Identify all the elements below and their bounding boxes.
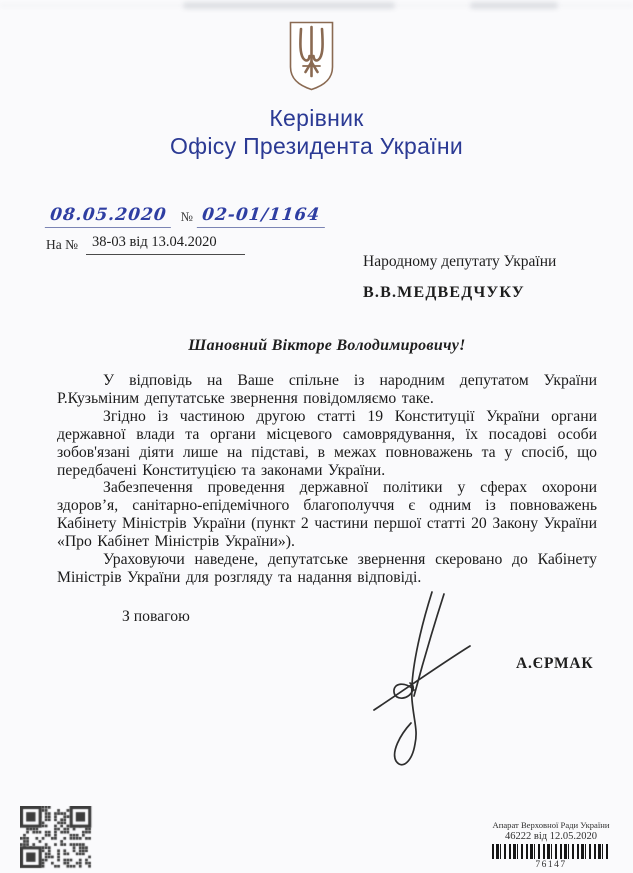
recipient-title: Народному депутату України [363, 253, 557, 270]
scan-smudge [0, 4, 633, 7]
barcode-number: 76147 [535, 860, 567, 870]
ukraine-trident-shield-icon [288, 20, 335, 97]
letter-body [57, 372, 597, 587]
body-paragraph: Згідно із частиною другою статті 19 Конституції України органи державної влади та органи місцевого самоврядування, їх посадові особи зобов'язані діяти лише на підставі, в межах повноважень та у спосіб, що передбачені Конституцією та законами України. [57, 407, 597, 479]
reference-block [46, 198, 326, 255]
registration-org: Апарат Верховної Ради України [492, 820, 610, 830]
qr-code-icon [20, 806, 94, 873]
letterhead-title-line1: Керівник [269, 105, 364, 131]
body-paragraph: Ураховуючи наведене, депутатське звернення скеровано до Кабінету Міністрів України для розгляду та надання відповіді. [57, 551, 597, 586]
recipient-block [363, 253, 556, 302]
outgoing-date-handwritten: 08.05.2020 [45, 205, 174, 228]
incoming-reference-value: 38-03 від 13.04.2020 [86, 234, 245, 255]
outgoing-number-handwritten: 02-01/1164 [197, 205, 327, 228]
salutation: Шановний Вікторе Володимировичу! [188, 337, 466, 354]
number-sign: № [180, 209, 193, 224]
body-paragraph: У відповідь на Ваше спільне із народним депутатом України Р.Кузьміним депутатське звернення повідомляємо таке. [57, 372, 597, 407]
barcode-icon [492, 844, 610, 859]
letterhead-title [0, 104, 633, 160]
recipient-name: В.В.МЕДВЕДЧУКУ [363, 284, 525, 301]
letterhead-title-line2: Офісу Президента України [169, 133, 464, 159]
outgoing-reference-row [46, 198, 326, 228]
registration-number: 46222 від 12.05.2020 [505, 831, 597, 842]
signatory-name: А.ЄРМАК [516, 655, 594, 672]
valediction: З повагою [122, 608, 190, 625]
registration-stamp [472, 820, 630, 870]
incoming-reference-row [46, 234, 326, 255]
handwritten-signature-icon [352, 590, 487, 780]
incoming-reference-label: На № [46, 237, 78, 252]
body-paragraph: Забезпечення проведення державної політики у сферах охорони здоров’я, санітарно-епідемічного благополуччя є одним із повноважень Кабінету Міністрів України (пункт 2 частини першої статті 20 Закону України «Про Кабінет Міністрів України»). [57, 479, 597, 551]
